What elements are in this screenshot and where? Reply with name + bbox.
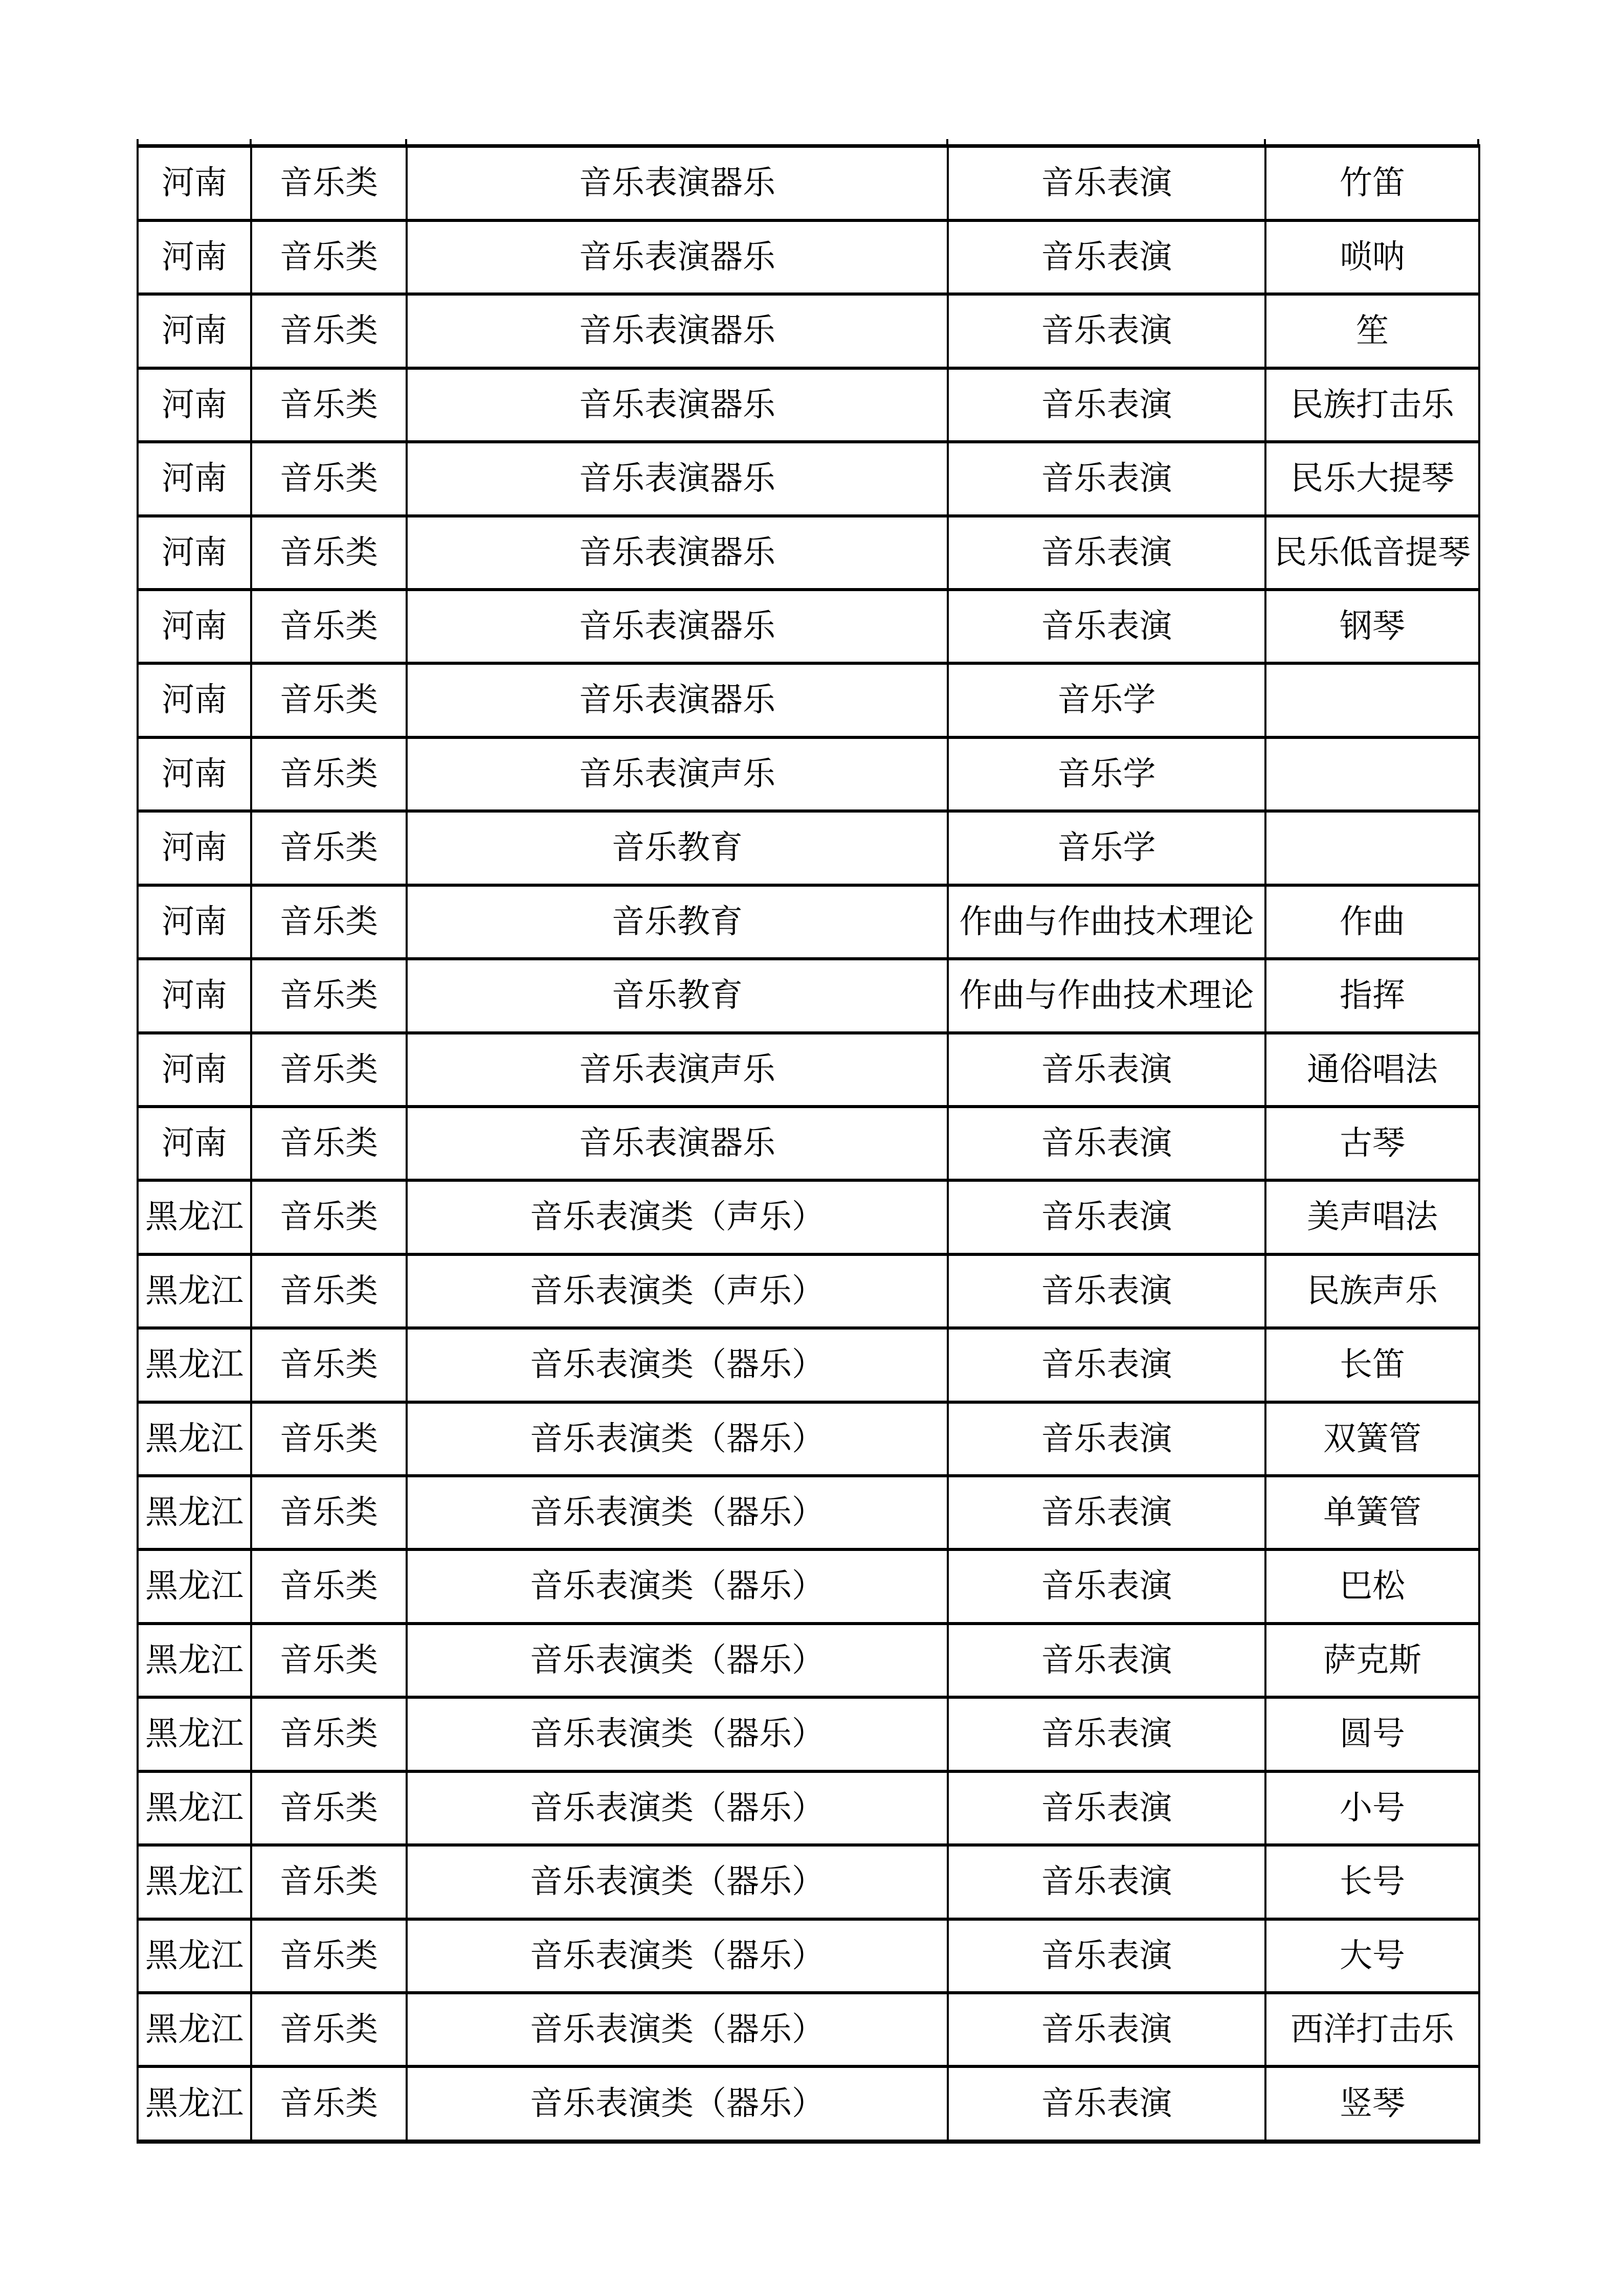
cell-major: 音乐表演	[948, 294, 1265, 368]
cell-direction: 西洋打击乐	[1265, 1993, 1479, 2066]
table-row	[138, 1180, 1479, 1254]
cell-subcategory: 音乐表演器乐	[407, 294, 948, 368]
cell-subcategory: 音乐表演类（器乐）	[407, 1993, 948, 2066]
cell-direction: 小号	[1265, 1771, 1479, 1845]
cell-category: 音乐类	[251, 1254, 407, 1328]
cell-province: 河南	[138, 368, 251, 442]
cell-major: 音乐表演	[948, 442, 1265, 515]
cell-subcategory: 音乐表演声乐	[407, 1033, 948, 1107]
cell-direction: 单簧管	[1265, 1476, 1479, 1549]
cell-province: 河南	[138, 885, 251, 959]
cell-subcategory: 音乐表演类（声乐）	[407, 1180, 948, 1254]
cell-major: 音乐表演	[948, 516, 1265, 590]
table-row	[138, 1845, 1479, 1919]
cell-major: 音乐表演	[948, 1697, 1265, 1771]
cell-province: 河南	[138, 737, 251, 811]
table-row	[138, 959, 1479, 1032]
cell-major: 音乐表演	[948, 1254, 1265, 1328]
cell-subcategory: 音乐表演类（器乐）	[407, 1919, 948, 1993]
cell-category: 音乐类	[251, 590, 407, 663]
cell-category: 音乐类	[251, 1328, 407, 1402]
cell-category: 音乐类	[251, 1771, 407, 1845]
cell-major: 音乐表演	[948, 590, 1265, 663]
cell-category: 音乐类	[251, 1845, 407, 1919]
cell-major: 音乐表演	[948, 1328, 1265, 1402]
cell-province: 黑龙江	[138, 1180, 251, 1254]
cell-direction: 巴松	[1265, 1549, 1479, 1623]
table-row	[138, 663, 1479, 737]
cell-direction	[1265, 811, 1479, 885]
cell-province: 黑龙江	[138, 1624, 251, 1697]
table-row	[138, 1624, 1479, 1697]
cell-category: 音乐类	[251, 1993, 407, 2066]
table-row	[138, 1476, 1479, 1549]
cell-direction: 圆号	[1265, 1697, 1479, 1771]
cell-major: 音乐表演	[948, 1624, 1265, 1697]
table-row	[138, 146, 1479, 220]
cell-direction: 民乐低音提琴	[1265, 516, 1479, 590]
cell-province: 河南	[138, 220, 251, 294]
cell-subcategory: 音乐表演类（器乐）	[407, 2066, 948, 2142]
cell-category: 音乐类	[251, 663, 407, 737]
cell-province: 黑龙江	[138, 1549, 251, 1623]
cell-major: 音乐表演	[948, 368, 1265, 442]
cell-major: 音乐表演	[948, 1771, 1265, 1845]
table-row	[138, 885, 1479, 959]
cell-direction: 民族打击乐	[1265, 368, 1479, 442]
cell-direction: 长号	[1265, 1845, 1479, 1919]
cell-category: 音乐类	[251, 737, 407, 811]
cell-major: 音乐表演	[948, 1919, 1265, 1993]
cell-major: 音乐表演	[948, 1845, 1265, 1919]
cell-category: 音乐类	[251, 368, 407, 442]
cell-subcategory: 音乐表演器乐	[407, 442, 948, 515]
table-row	[138, 1033, 1479, 1107]
table-row	[138, 1254, 1479, 1328]
cell-major: 音乐学	[948, 737, 1265, 811]
cell-subcategory: 音乐表演类（声乐）	[407, 1254, 948, 1328]
cell-province: 河南	[138, 442, 251, 515]
cell-subcategory: 音乐表演类（器乐）	[407, 1549, 948, 1623]
cell-subcategory: 音乐表演器乐	[407, 146, 948, 220]
table-row	[138, 294, 1479, 368]
table-row	[138, 1697, 1479, 1771]
cell-direction: 长笛	[1265, 1328, 1479, 1402]
cell-subcategory: 音乐表演类（器乐）	[407, 1402, 948, 1476]
cell-category: 音乐类	[251, 959, 407, 1032]
cell-subcategory: 音乐表演器乐	[407, 220, 948, 294]
cell-direction	[1265, 663, 1479, 737]
cell-direction: 通俗唱法	[1265, 1033, 1479, 1107]
cell-major: 音乐表演	[948, 146, 1265, 220]
cell-province: 河南	[138, 146, 251, 220]
cell-subcategory: 音乐表演类（器乐）	[407, 1624, 948, 1697]
cell-major: 音乐学	[948, 663, 1265, 737]
cell-category: 音乐类	[251, 1402, 407, 1476]
cell-province: 黑龙江	[138, 1328, 251, 1402]
cell-province: 黑龙江	[138, 1919, 251, 1993]
cell-major: 音乐表演	[948, 1993, 1265, 2066]
cell-province: 河南	[138, 590, 251, 663]
cell-province: 黑龙江	[138, 1845, 251, 1919]
cell-major: 音乐表演	[948, 1107, 1265, 1180]
table-row	[138, 1919, 1479, 1993]
cell-province: 黑龙江	[138, 1771, 251, 1845]
cell-category: 音乐类	[251, 1919, 407, 1993]
cell-major: 音乐表演	[948, 1033, 1265, 1107]
cell-province: 河南	[138, 294, 251, 368]
cell-direction: 作曲	[1265, 885, 1479, 959]
cell-province: 河南	[138, 811, 251, 885]
cell-province: 河南	[138, 663, 251, 737]
cell-category: 音乐类	[251, 146, 407, 220]
cell-category: 音乐类	[251, 1180, 407, 1254]
cell-direction: 大号	[1265, 1919, 1479, 1993]
table-row	[138, 368, 1479, 442]
cell-province: 河南	[138, 1033, 251, 1107]
cell-province: 河南	[138, 516, 251, 590]
cell-direction: 古琴	[1265, 1107, 1479, 1180]
cell-direction: 萨克斯	[1265, 1624, 1479, 1697]
cell-direction: 唢呐	[1265, 220, 1479, 294]
cell-category: 音乐类	[251, 516, 407, 590]
cell-category: 音乐类	[251, 885, 407, 959]
cell-subcategory: 音乐表演器乐	[407, 590, 948, 663]
cell-province: 河南	[138, 1107, 251, 1180]
cell-subcategory: 音乐表演类（器乐）	[407, 1697, 948, 1771]
table-row	[138, 737, 1479, 811]
table-row	[138, 1549, 1479, 1623]
cell-subcategory: 音乐教育	[407, 959, 948, 1032]
cell-category: 音乐类	[251, 294, 407, 368]
cell-category: 音乐类	[251, 1476, 407, 1549]
cell-category: 音乐类	[251, 1697, 407, 1771]
cell-major: 音乐表演	[948, 1549, 1265, 1623]
table-row	[138, 1993, 1479, 2066]
table-row	[138, 220, 1479, 294]
table-row	[138, 1107, 1479, 1180]
cell-major: 作曲与作曲技术理论	[948, 959, 1265, 1032]
table-row	[138, 2066, 1479, 2142]
cell-major: 音乐表演	[948, 1476, 1265, 1549]
table-row	[138, 1402, 1479, 1476]
cell-category: 音乐类	[251, 442, 407, 515]
table-row	[138, 516, 1479, 590]
cell-category: 音乐类	[251, 811, 407, 885]
cell-subcategory: 音乐表演器乐	[407, 1107, 948, 1180]
table-row	[138, 1771, 1479, 1845]
cell-direction	[1265, 737, 1479, 811]
cell-subcategory: 音乐表演类（器乐）	[407, 1845, 948, 1919]
cell-major: 作曲与作曲技术理论	[948, 885, 1265, 959]
cell-major: 音乐表演	[948, 2066, 1265, 2142]
cell-major: 音乐学	[948, 811, 1265, 885]
cell-subcategory: 音乐教育	[407, 811, 948, 885]
cell-category: 音乐类	[251, 1624, 407, 1697]
cell-direction: 民族声乐	[1265, 1254, 1479, 1328]
cell-direction: 竖琴	[1265, 2066, 1479, 2142]
cell-subcategory: 音乐表演器乐	[407, 368, 948, 442]
cell-subcategory: 音乐表演类（器乐）	[407, 1476, 948, 1549]
cell-subcategory: 音乐表演类（器乐）	[407, 1328, 948, 1402]
cell-major: 音乐表演	[948, 220, 1265, 294]
table-row	[138, 590, 1479, 663]
cell-direction: 指挥	[1265, 959, 1479, 1032]
cell-major: 音乐表演	[948, 1180, 1265, 1254]
table-row	[138, 1328, 1479, 1402]
cell-direction: 钢琴	[1265, 590, 1479, 663]
cell-major: 音乐表演	[948, 1402, 1265, 1476]
cell-subcategory: 音乐表演类（器乐）	[407, 1771, 948, 1845]
table-row	[138, 811, 1479, 885]
cell-subcategory: 音乐表演器乐	[407, 516, 948, 590]
cell-province: 黑龙江	[138, 1993, 251, 2066]
cell-category: 音乐类	[251, 1549, 407, 1623]
cell-direction: 美声唱法	[1265, 1180, 1479, 1254]
cell-category: 音乐类	[251, 1107, 407, 1180]
cell-province: 黑龙江	[138, 1697, 251, 1771]
cell-province: 黑龙江	[138, 1254, 251, 1328]
table-row	[138, 442, 1479, 515]
cell-province: 黑龙江	[138, 1402, 251, 1476]
cell-province: 黑龙江	[138, 2066, 251, 2142]
cell-direction: 笙	[1265, 294, 1479, 368]
cell-subcategory: 音乐表演声乐	[407, 737, 948, 811]
cell-category: 音乐类	[251, 220, 407, 294]
cell-direction: 竹笛	[1265, 146, 1479, 220]
admissions-majors-table	[137, 144, 1480, 2144]
table-body	[138, 146, 1479, 2142]
cell-subcategory: 音乐表演器乐	[407, 663, 948, 737]
cell-direction: 民乐大提琴	[1265, 442, 1479, 515]
cell-category: 音乐类	[251, 2066, 407, 2142]
cell-province: 河南	[138, 959, 251, 1032]
cell-subcategory: 音乐教育	[407, 885, 948, 959]
cell-province: 黑龙江	[138, 1476, 251, 1549]
cell-category: 音乐类	[251, 1033, 407, 1107]
cell-direction: 双簧管	[1265, 1402, 1479, 1476]
